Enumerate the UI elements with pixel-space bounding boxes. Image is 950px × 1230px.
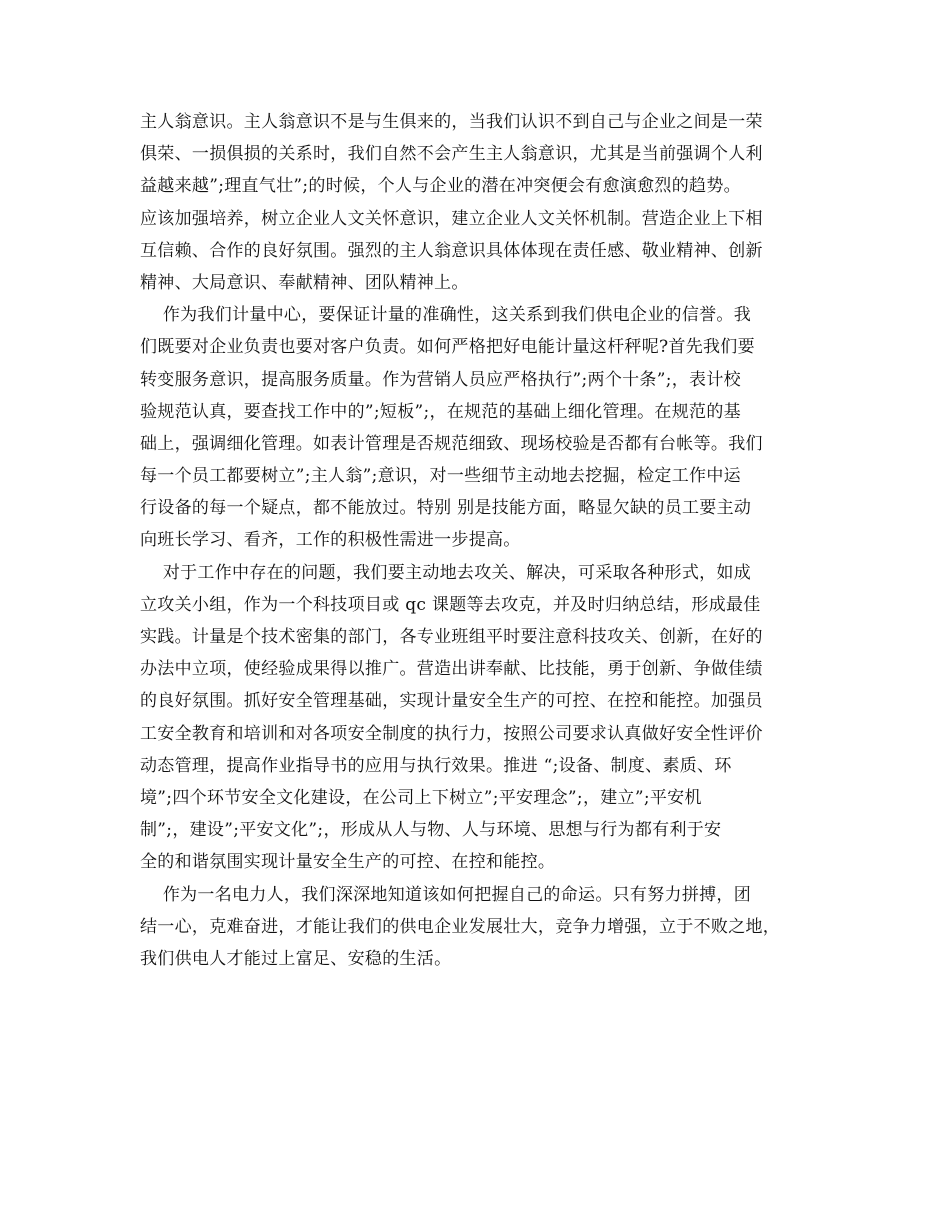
text-line: 转变服务意识，提高服务质量。作为营销人员应严格执行”;两个十条”;，表计校	[140, 369, 741, 390]
text-line: 实践。计量是个技术密集的部门，各专业班组平时要注意科技攻关、创新，在好的	[140, 627, 763, 647]
text-line: 精神、大局意识、奉献精神、团队精神上。	[140, 272, 469, 293]
text-line: 益越来越”;理直气壮”;的时候，个人与企业的潜在冲突便会有愈演愈烈的趋势。	[140, 176, 741, 197]
text-line: 立攻关小组，作为一个科技项目或 qc 课题等去攻克，并及时归纳总结，形成最佳	[140, 594, 761, 615]
document-body	[140, 112, 812, 981]
text-line: 俱荣、一损俱损的关系时，我们自然不会产生主人翁意识，尤其是当前强调个人利	[140, 144, 763, 165]
text-line: 我们供电人才能过上富足、安稳的生活。	[140, 948, 452, 969]
text-line: 境”;四个环节安全文化建设，在公司上下树立”;平安理念”;，建立”;平安机	[140, 787, 702, 808]
text-line: 互信赖、合作的良好氛围。强烈的主人翁意识具体体现在责任感、敬业精神、创新	[140, 240, 763, 261]
text-line: 的良好氛围。抓好安全管理基础，实现计量安全生产的可控、在控和能控。加强员	[140, 691, 763, 712]
text-line: 行设备的每一个疑点，都不能放过。特别 别是技能方面，略显欠缺的员工要主动	[140, 498, 752, 519]
text-line: 础上，强调细化管理。如表计管理是否规范细致、现场校验是否都有台帐等。我们	[140, 433, 763, 454]
text-line: 验规范认真，要查找工作中的”;短板”;，在规范的基础上细化管理。在规范的基	[140, 401, 741, 422]
text-line: 全的和谐氛围实现计量安全生产的可控、在控和能控。	[140, 852, 556, 873]
text-line: 动态管理，提高作业指导书的应用与执行效果。推进 “;设备、制度、素质、环	[140, 755, 732, 776]
text-line: 对于工作中存在的问题，我们要主动地去攻关、解决，可采取各种形式，如成	[140, 562, 752, 583]
text-line: 主人翁意识。主人翁意识不是与生俱来的，当我们认识不到自己与企业之间是一荣	[140, 112, 763, 132]
text-line: 作为一名电力人，我们深深地知道该如何把握自己的命运。只有努力拼搏，团	[140, 884, 752, 905]
text-line: 制”;，建设”;平安文化”;，形成从人与物、人与环境、思想与行为都有利于安	[140, 820, 722, 841]
text-line: 应该加强培养，树立企业人文关怀意识，建立企业人文关怀机制。营造企业上下相	[140, 208, 763, 229]
text-line: 作为我们计量中心，要保证计量的准确性，这关系到我们供电企业的信誉。我	[140, 305, 752, 326]
text-line: 办法中立项，使经验成果得以推广。营造出讲奉献、比技能，勇于创新、争做佳绩	[140, 659, 763, 680]
text-line: 每一个员工都要树立”;主人翁”;意识，对一些细节主动地去挖掘，检定工作中运	[140, 466, 741, 487]
text-line: 工安全教育和培训和对各项安全制度的执行力，按照公司要求认真做好安全性评价	[140, 723, 763, 744]
text-line: 向班长学习、看齐，工作的积极性需进一步提高。	[140, 530, 521, 551]
text-line: 们既要对企业负责也要对客户负责。如何严格把好电能计量这杆秤呢?首先我们要	[140, 337, 755, 358]
text-line: 结一心，克难奋进，才能让我们的供电企业发展壮大，竞争力增强，立于不败之地，	[140, 916, 781, 937]
